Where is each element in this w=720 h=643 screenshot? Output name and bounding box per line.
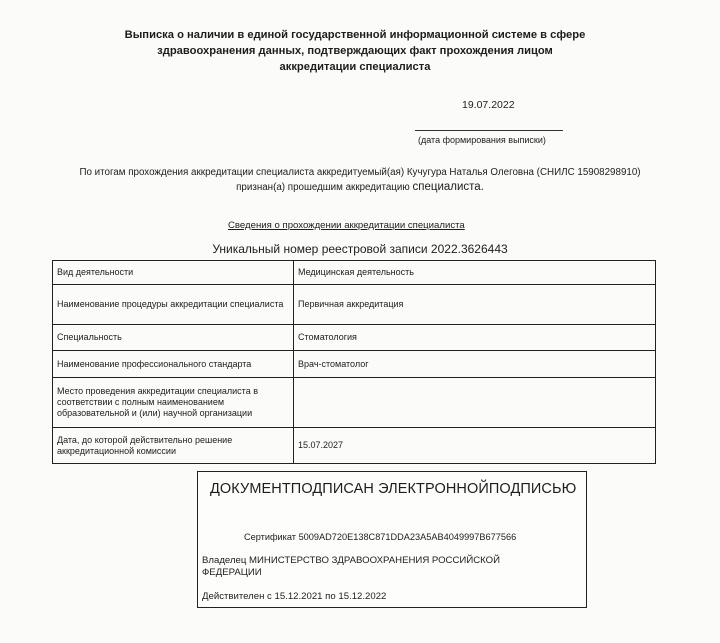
- document-title: Выписка о наличии в единой государственной информационной системе в сфере здравоохранения данных, подтверждающих факт прохождения лицом аккредитации специалиста: [124, 29, 586, 73]
- table-row: [53, 285, 656, 325]
- signature-heading: ДОКУМЕНТПОДПИСАН ЭЛЕКТРОННОЙПОДПИСЬЮ: [210, 481, 577, 497]
- table-row: [53, 325, 656, 351]
- row-label: Место проведения аккредитации специалиста в соответствии с полным наименованием образовательной и (или) научной организации: [53, 378, 294, 428]
- row-value: Врач-стоматолог: [294, 351, 656, 378]
- row-value: Медицинская деятельность: [294, 261, 656, 285]
- registry-number: Уникальный номер реестровой записи 2022.3626443: [212, 242, 508, 256]
- table-row: [53, 378, 656, 428]
- intro-line-1: По итогам прохождения аккредитации специалиста аккредитуемый(ая) Кучугура Наталья Олеговна (СНИЛС 15908298910): [79, 167, 641, 178]
- intro-line-2-part-a: признан(а) прошедшим аккредитацию: [236, 182, 410, 193]
- intro-line-2: [40, 180, 680, 195]
- signature-validity: Действителен с 15.12.2021 по 15.12.2022: [202, 591, 387, 602]
- table-row: [53, 351, 656, 378]
- accreditation-table: [52, 260, 656, 464]
- row-value: 15.07.2027: [294, 428, 656, 464]
- row-value: Стоматология: [294, 325, 656, 351]
- row-value: [294, 378, 656, 428]
- row-label: Специальность: [53, 325, 294, 351]
- intro-line-2-part-b: специалиста.: [412, 181, 484, 193]
- row-label: Дата, до которой действительно решение аккредитационной комиссии: [53, 428, 294, 464]
- row-label: Наименование процедуры аккредитации специалиста: [53, 285, 294, 325]
- electronic-signature-stamp: [197, 471, 587, 608]
- row-label: Вид деятельности: [53, 261, 294, 285]
- issue-date: 19.07.2022: [462, 99, 515, 111]
- date-caption: (дата формирования выписки): [418, 135, 546, 145]
- row-value: Первичная аккредитация: [294, 285, 656, 325]
- date-underline: [415, 130, 563, 131]
- table-row: [53, 261, 656, 285]
- table-row: [53, 428, 656, 464]
- signature-owner: Владелец МИНИСТЕРСТВО ЗДРАВООХРАНЕНИЯ РОССИЙСКОЙ ФЕДЕРАЦИИ: [202, 555, 500, 578]
- section-title: Сведения о прохождении аккредитации специалиста: [228, 220, 465, 231]
- intro-text: [40, 166, 680, 195]
- row-label: Наименование профессионального стандарта: [53, 351, 294, 378]
- signature-certificate: Сертификат 5009AD720E138C871DDA23A5AB4049997B677566: [244, 532, 517, 542]
